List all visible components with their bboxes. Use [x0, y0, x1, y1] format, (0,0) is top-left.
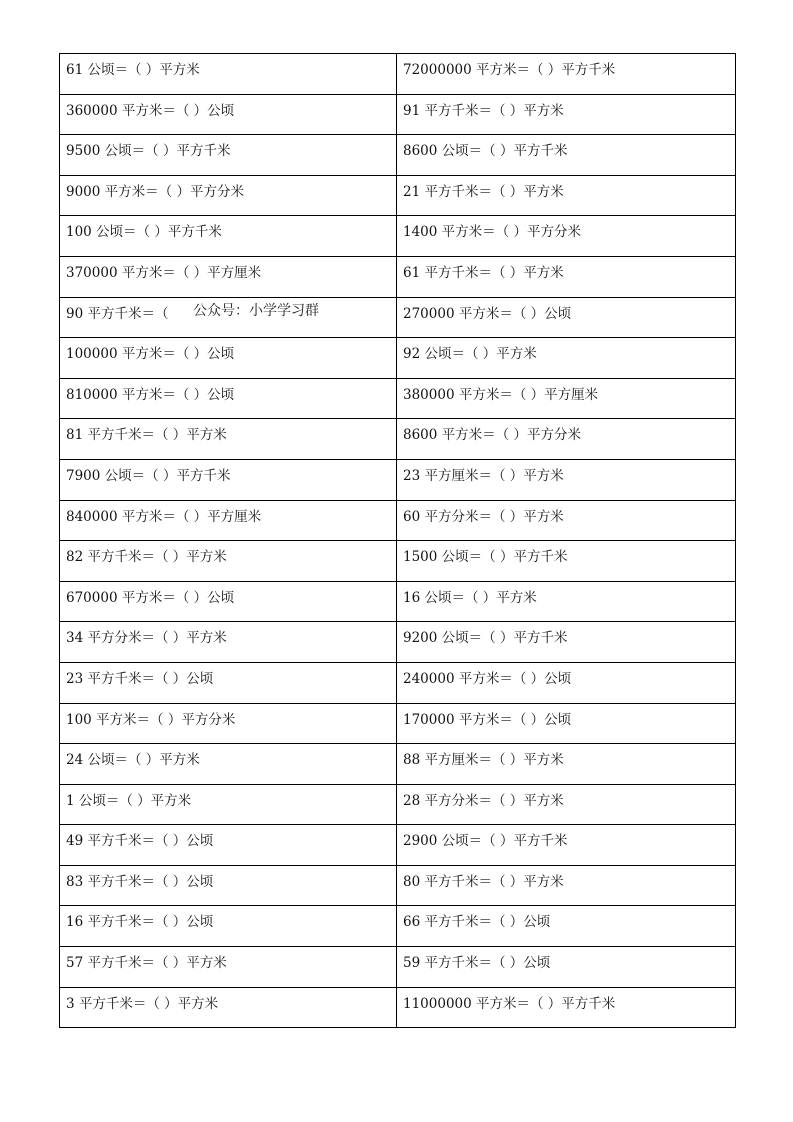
table-row [60, 581, 736, 622]
problem-text: 100000 平方米＝（ ）公顷 [66, 346, 235, 363]
problem-cell-right [397, 256, 736, 297]
problem-cell-left [60, 865, 397, 906]
problem-text: 24 公顷＝（ ）平方米 [66, 752, 200, 769]
problem-cell-left [60, 256, 397, 297]
problem-text: 240000 平方米＝（ ）公顷 [403, 670, 572, 687]
table-row [60, 744, 736, 785]
problem-text: 49 平方千米＝（ ）公顷 [66, 833, 214, 850]
problem-text: 9200 公顷＝（ ）平方千米 [403, 630, 568, 647]
problem-text: 380000 平方米＝（ ）平方厘米 [403, 386, 599, 403]
problem-text: 83 平方千米＝（ ）公顷 [66, 873, 214, 890]
problem-text: 670000 平方米＝（ ）公顷 [66, 589, 235, 606]
problem-cell-left [60, 987, 397, 1028]
problem-text: 23 平方千米＝（ ）公顷 [66, 670, 214, 687]
problem-cell-left [60, 662, 397, 703]
table-row [60, 175, 736, 216]
problem-text: 3 平方千米＝（ ）平方米 [66, 995, 219, 1012]
problem-text: 28 平方分米＝（ ）平方米 [403, 792, 564, 809]
table-row [60, 54, 736, 95]
problem-cell-left [60, 744, 397, 785]
table-row [60, 622, 736, 663]
problem-cell-right [397, 662, 736, 703]
table-row [60, 500, 736, 541]
problem-text: 16 公顷＝（ ）平方米 [403, 589, 537, 606]
problem-cell-left [60, 947, 397, 988]
table-row [60, 906, 736, 947]
problem-cell-right [397, 297, 736, 338]
problem-text: 59 平方千米＝（ ）公顷 [403, 955, 551, 972]
problem-text: 81 平方千米＝（ ）平方米 [66, 427, 227, 444]
problem-text: 8600 平方米＝（ ）平方分米 [403, 427, 581, 444]
problem-text: 8600 公顷＝（ ）平方千米 [403, 143, 568, 160]
problem-text: 91 平方千米＝（ ）平方米 [403, 102, 564, 119]
problem-text: 90 平方千米＝（ [66, 305, 169, 322]
table-row [60, 94, 736, 135]
problem-cell-left [60, 94, 397, 135]
table-row [60, 662, 736, 703]
problem-text: 100 平方米＝（ ）平方分米 [66, 711, 236, 728]
problem-cell-left [60, 216, 397, 257]
problem-cell-left [60, 784, 397, 825]
table-row [60, 825, 736, 866]
problem-text: 11000000 平方米＝（ ）平方千米 [403, 995, 616, 1012]
problem-cell-left [60, 378, 397, 419]
problem-cell-left [60, 500, 397, 541]
table-row [60, 419, 736, 460]
problem-cell-left [60, 419, 397, 460]
problem-text: 270000 平方米＝（ ）公顷 [403, 305, 572, 322]
table-row [60, 459, 736, 500]
problem-cell-left [60, 581, 397, 622]
problem-cell-right [397, 581, 736, 622]
problem-cell-left [60, 54, 397, 95]
problem-cell-right [397, 784, 736, 825]
problem-cell-right [397, 825, 736, 866]
problem-cell-right [397, 175, 736, 216]
problem-text: 60 平方分米＝（ ）平方米 [403, 508, 564, 525]
problem-cell-right [397, 987, 736, 1028]
problem-cell-left [60, 825, 397, 866]
watermark-text: 公众号：小学学习群 [193, 303, 319, 319]
problem-text: 1500 公顷＝（ ）平方千米 [403, 549, 568, 566]
problem-text: 82 平方千米＝（ ）平方米 [66, 549, 227, 566]
problem-text: 9000 平方米＝（ ）平方分米 [66, 183, 244, 200]
problem-cell-right [397, 216, 736, 257]
problem-text: 810000 平方米＝（ ）公顷 [66, 386, 235, 403]
conversion-table-body [60, 54, 736, 1028]
problem-cell-left [60, 703, 397, 744]
problem-text: 88 平方厘米＝（ ）平方米 [403, 752, 564, 769]
table-row [60, 865, 736, 906]
problem-cell-left [60, 338, 397, 379]
table-row [60, 135, 736, 176]
problem-text: 840000 平方米＝（ ）平方厘米 [66, 508, 262, 525]
problem-text: 92 公顷＝（ ）平方米 [403, 346, 537, 363]
problem-cell-left [60, 906, 397, 947]
problem-cell-right [397, 622, 736, 663]
problem-text: 2900 公顷＝（ ）平方千米 [403, 833, 568, 850]
table-row [60, 541, 736, 582]
problem-cell-right [397, 338, 736, 379]
problem-cell-right [397, 135, 736, 176]
problem-cell-left [60, 175, 397, 216]
problem-text: 1 公顷＝（ ）平方米 [66, 792, 192, 809]
problem-text: 170000 平方米＝（ ）公顷 [403, 711, 572, 728]
problem-text: 66 平方千米＝（ ）公顷 [403, 914, 551, 931]
table-row [60, 338, 736, 379]
problem-cell-left [60, 622, 397, 663]
table-row [60, 947, 736, 988]
table-row [60, 987, 736, 1028]
problem-text: 72000000 平方米＝（ ）平方千米 [403, 62, 616, 78]
table-row [60, 297, 736, 338]
problem-text: 80 平方千米＝（ ）平方米 [403, 873, 564, 890]
problem-cell-right [397, 541, 736, 582]
problem-cell-right [397, 744, 736, 785]
problem-text: 21 平方千米＝（ ）平方米 [403, 183, 564, 200]
problem-text: 61 平方千米＝（ ）平方米 [403, 264, 564, 281]
problem-cell-right [397, 54, 736, 95]
problem-cell-right [397, 500, 736, 541]
problem-text: 9500 公顷＝（ ）平方千米 [66, 143, 231, 160]
problem-cell-left [60, 135, 397, 176]
problem-text: 1400 平方米＝（ ）平方分米 [403, 224, 581, 241]
conversion-table [59, 53, 736, 1028]
problem-text: 360000 平方米＝（ ）公顷 [66, 102, 235, 119]
problem-text: 16 平方千米＝（ ）公顷 [66, 914, 214, 931]
problem-text: 7900 公顷＝（ ）平方千米 [66, 467, 231, 484]
table-row [60, 216, 736, 257]
problem-cell-left [60, 459, 397, 500]
problem-cell-right [397, 865, 736, 906]
problem-text: 100 公顷＝（ ）平方千米 [66, 224, 222, 241]
problem-cell-left [60, 541, 397, 582]
problem-cell-right [397, 947, 736, 988]
table-row [60, 784, 736, 825]
problem-cell-right [397, 419, 736, 460]
problem-text: 370000 平方米＝（ ）平方厘米 [66, 264, 262, 281]
problem-text: 61 公顷＝（ ）平方米 [66, 62, 200, 78]
table-row [60, 256, 736, 297]
problem-cell-right [397, 94, 736, 135]
problem-cell-right [397, 459, 736, 500]
table-row [60, 703, 736, 744]
problem-cell-right [397, 703, 736, 744]
problem-text: 23 平方厘米＝（ ）平方米 [403, 467, 564, 484]
table-row [60, 378, 736, 419]
problem-text: 34 平方分米＝（ ）平方米 [66, 630, 227, 647]
problem-cell-right [397, 378, 736, 419]
problem-cell-right [397, 906, 736, 947]
problem-text: 57 平方千米＝（ ）平方米 [66, 955, 227, 972]
